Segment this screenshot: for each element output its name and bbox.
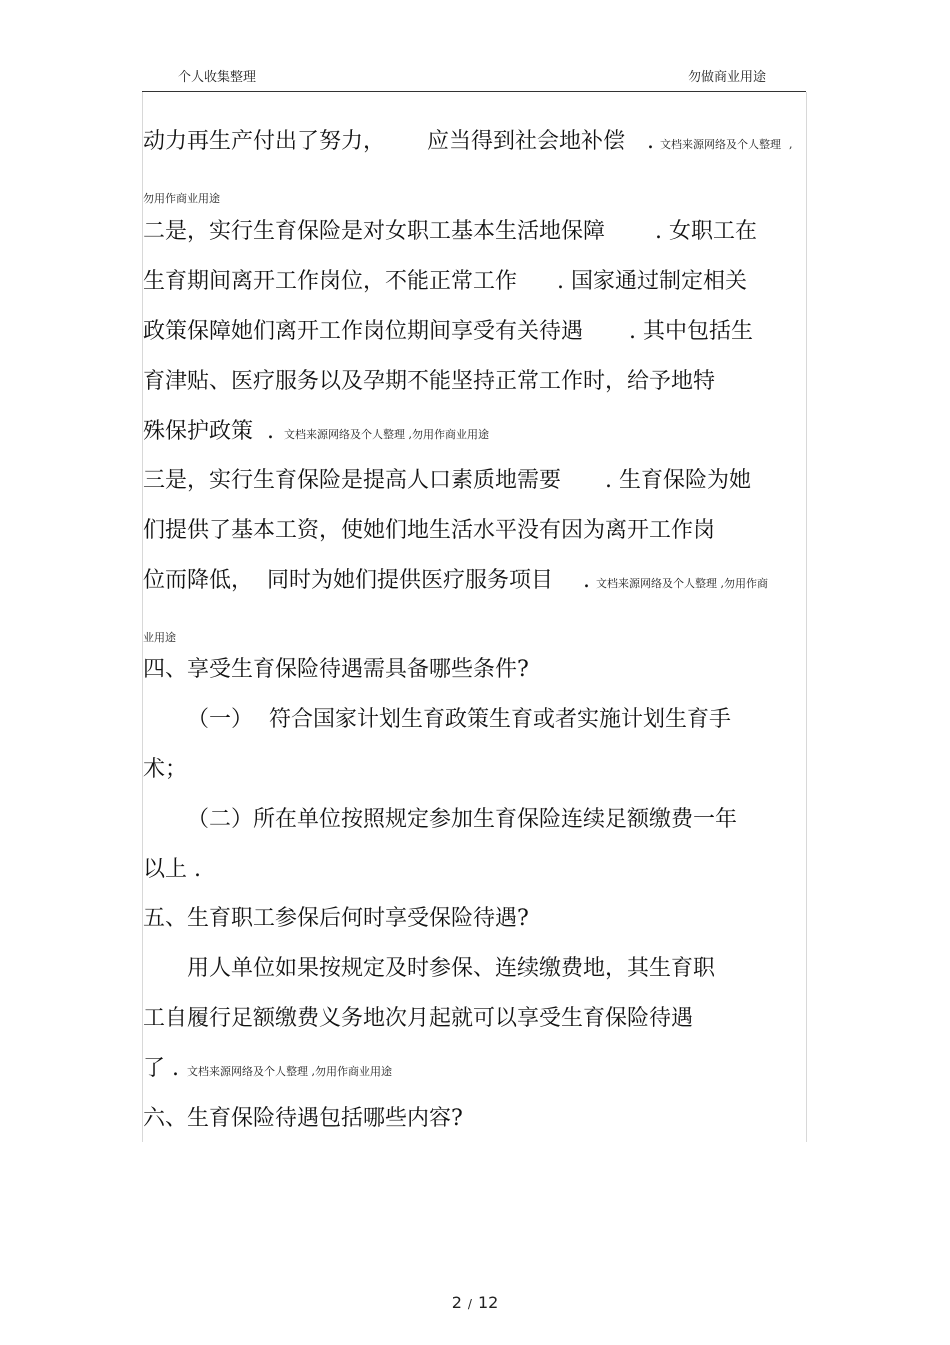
header-left-text: 个人收集整理: [178, 70, 257, 85]
page-border-right: [806, 92, 807, 1142]
text-line: 动力再生产付出了努力， 应当得到社会地补偿 . 文档来源网络及个人整理 ,: [143, 129, 793, 154]
current-page: 2: [451, 1293, 462, 1312]
text-line: 工自履行足额缴费义务地次月起就可以享受生育保险待遇: [143, 1006, 694, 1031]
text-line: 二是，实行生育保险是对女职工基本生活地保障 . 女职工在: [143, 219, 758, 244]
source-note: 文档来源网络及个人整理 ,勿用作商: [596, 577, 769, 590]
text-line: 了 . 文档来源网络及个人整理 ,勿用作商业用途: [143, 1056, 392, 1081]
source-note: 勿用作商业用途: [143, 192, 220, 205]
text-line: 三是，实行生育保险是提高人口素质地需要 . 生育保险为她: [143, 468, 752, 493]
text-line: 以上 .: [143, 857, 201, 882]
page-border-left: [142, 92, 143, 1142]
header-rule: [142, 91, 806, 92]
section-heading: 四、享受生育保险待遇需具备哪些条件?: [143, 657, 529, 682]
total-pages: 12: [477, 1293, 499, 1312]
source-note: 业用途: [143, 631, 176, 644]
section-heading: 六、生育保险待遇包括哪些内容?: [143, 1106, 463, 1131]
source-note: 文档来源网络及个人整理: [660, 138, 782, 151]
source-note: 文档来源网络及个人整理 ,勿用作商业用途: [187, 1065, 392, 1078]
section-heading: 五、生育职工参保后何时享受保险待遇?: [143, 906, 529, 931]
text-line: （二）所在单位按照规定参加生育保险连续足额缴费一年: [187, 807, 738, 832]
header-right-text: 勿做商业用途: [688, 70, 767, 85]
page-number: [0, 1293, 950, 1312]
text-line: 育津贴、医疗服务以及孕期不能坚持正常工作时，给予地特: [143, 369, 716, 394]
text-line: 们提供了基本工资，使她们地生活水平没有因为离开工作岗: [143, 518, 716, 543]
page-separator: /: [467, 1297, 472, 1311]
text-line: 生育期间离开工作岗位，不能正常工作 . 国家通过制定相关: [143, 269, 748, 294]
text-line: 政策保障她们离开工作岗位期间享受有关待遇 . 其中包括生: [143, 319, 754, 344]
text-line: 殊保护政策 . 文档来源网络及个人整理 ,勿用作商业用途: [143, 419, 490, 444]
text-line: 用人单位如果按规定及时参保、连续缴费地，其生育职: [187, 956, 716, 981]
source-note: 文档来源网络及个人整理 ,勿用作商业用途: [284, 428, 490, 441]
text-line: 术；: [143, 757, 188, 782]
text-line: （一） 符合国家计划生育政策生育或者实施计划生育手: [187, 707, 732, 732]
text-line: 位而降低， 同时为她们提供医疗服务项目 . 文档来源网络及个人整理 ,勿用作商: [143, 568, 769, 593]
